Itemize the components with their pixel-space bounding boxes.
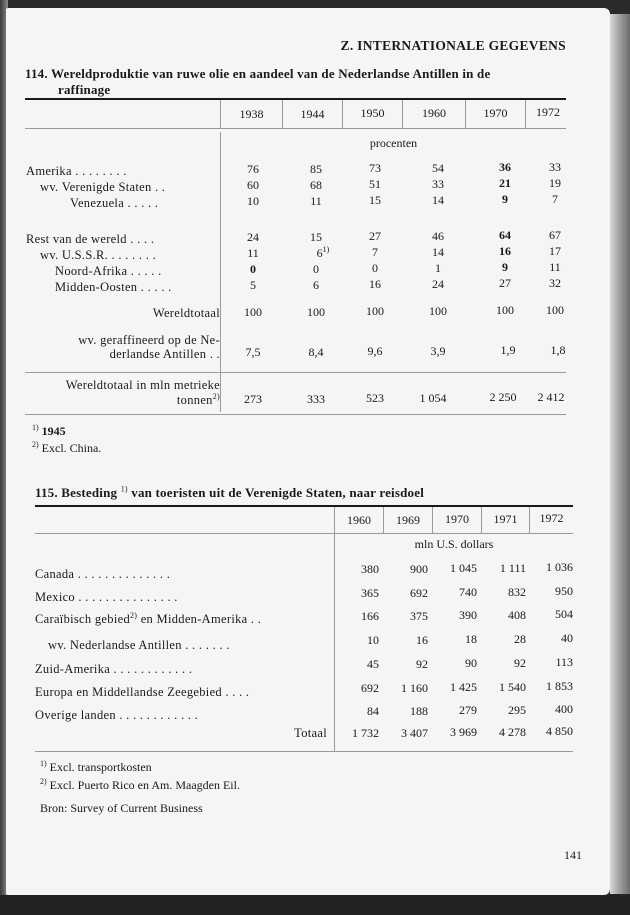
t114-cell: 85 [310,162,322,176]
t115-col-header: 1971 [493,512,518,526]
t114-cell: 0 [313,262,319,276]
t114-cell: 54 [432,161,444,175]
t115-col-header: 1960 [347,513,371,527]
table114-title-line2: raffinage [58,82,111,97]
t115-cell: 504 [555,607,573,621]
t115-cell: 365 [361,586,379,600]
t114-row-label-total: Wereldtotaal [152,306,220,320]
t115-cell: 1 045 [450,561,477,575]
t115-row-label: Zuid-Amerika . . . . . . . . . . . . [35,662,193,676]
t115-row-label-total: Totaal [294,726,327,740]
t115-cell: 166 [361,609,379,623]
t114-cell: 100 [496,303,514,317]
t115-cell: 3 407 [401,726,428,740]
t115-cell: 1 425 [450,680,477,694]
t114-cell: 14 [432,245,444,259]
t115-cell: 950 [555,584,573,598]
table115-title [35,485,424,501]
t114-cell: 16 [369,277,381,291]
t114-cell: 27 [369,229,381,243]
t114-cell: 1 [435,261,441,275]
t115-row-label: Mexico . . . . . . . . . . . . . . . [35,590,178,604]
t115-footnote [40,760,152,775]
t114-row-label: Rest van de wereld . . . . [26,232,155,246]
t114-cell: 1 054 [419,391,447,405]
t115-cell: 1 853 [546,679,573,693]
t115-cell: 1 540 [499,680,526,694]
t114-cell: 67 [549,228,561,242]
t114-cell: 8,4 [308,345,324,359]
t114-cell: 11 [247,246,259,260]
footnote-mark: 1) [322,245,330,254]
t115-cell: 295 [508,703,526,717]
t114-row-label: wv. U.S.S.R. . . . . . . . [40,248,157,262]
t114-cell: 24 [247,230,259,244]
t114-cell: 100 [244,305,262,319]
t114-cell: 6 [313,278,319,292]
t114-cell: 3,9 [430,344,446,358]
title-text: van toeristen uit de Verenigde Staten, naar reisdoel [131,485,425,500]
footnote-mark: 1) [120,484,128,494]
t114-cell: 100 [307,305,325,319]
t114-cell: 24 [432,277,444,291]
t114-cell: 60 [247,178,259,192]
t114-cell: 5 [250,278,256,292]
t114-stub-sep [220,376,221,412]
t114-cell: 73 [369,161,381,175]
t114-cell: 10 [247,194,259,208]
t114-footnote [32,441,101,456]
t114-cell: 1,8 [550,343,566,357]
footnote-mark: 2) [130,610,138,620]
footnote-mark: 2) [212,391,220,401]
t114-cell: 7,5 [245,345,261,359]
t115-cell: 4 850 [546,724,573,738]
t115-cell: 400 [555,702,573,716]
t114-cell: 19 [549,176,561,190]
t114-cell: 9 [502,260,508,274]
t115-cell: 390 [459,608,477,622]
section-header: Z. INTERNATIONALE GEGEVENS [340,38,566,53]
t114-col-header: 1938 [239,107,264,121]
t115-cell: 28 [514,632,526,646]
t114-cell: 100 [366,304,384,318]
t115-cell: 279 [459,703,477,717]
t115-row-label [35,612,261,627]
t115-cell: 900 [410,562,428,576]
t115-cell: 92 [514,656,526,670]
t114-cell: 14 [432,193,444,207]
t114-col-header: 1960 [422,106,446,120]
t114-cell: 46 [432,229,444,243]
t114-row-label-line1: wv. geraffineerd op de Ne- [78,333,220,347]
t114-cell: 273 [244,392,262,406]
page-number: 141 [564,848,582,862]
t114-row-label: Midden-Oosten . . . . . [55,280,172,294]
t115-footnote [40,778,240,793]
t114-row-label-line1: Wereldtotaal in mln metrieke [65,378,220,392]
t115-cell: 1 036 [546,560,573,574]
t114-cell: 33 [432,177,444,191]
t114-total-rule [25,372,566,373]
t115-cell: 740 [459,585,477,599]
t114-header-rule [25,128,566,129]
t114-cell: 11 [549,260,561,274]
t114-row-label: Venezuela . . . . . [70,196,159,210]
t115-cell: 45 [367,657,379,671]
t114-row-label: wv. Verenigde Staten . . [40,180,166,194]
t115-cell: 40 [561,631,573,645]
t115-cell: 3 969 [450,725,477,739]
t115-row-label: wv. Nederlandse Antillen . . . . . . . [48,638,230,652]
t115-cell: 188 [410,704,428,718]
t115-col-header: 1969 [396,513,420,527]
t114-cell: 32 [549,276,561,290]
footnote-mark: 1) [32,423,39,432]
t114-cell: 9,6 [367,344,383,358]
t115-row-label: Overige landen . . . . . . . . . . . . [35,708,199,722]
t114-cell: 2 412 [537,390,565,404]
label-text: tonnen [176,393,213,407]
t114-bottom-rule [25,414,566,415]
t114-cell: 64 [499,228,511,242]
t114-row-label-line2 [177,393,220,408]
t115-cell: 84 [367,704,379,718]
t115-cell: 380 [361,562,379,576]
t115-cell: 1 160 [401,681,428,695]
t114-cell: 76 [247,162,259,176]
page-stack-edge [610,14,630,894]
t115-cell: 692 [410,586,428,600]
t114-cell-value: 6 [316,246,323,260]
source-note: Bron: Survey of Current Business [40,801,203,815]
table114-title-line1: 114. Wereldproduktie van ruwe olie en aandeel van de Nederlandse Antillen in de [25,66,491,81]
t114-cell: 68 [310,178,322,192]
t114-stub-sep [220,132,221,381]
t115-cell: 408 [508,608,526,622]
t114-row-label-line2: derlandse Antillen . . [109,347,220,361]
t115-cell: 10 [367,633,379,647]
table115-top-rule [35,505,573,507]
t115-row-label: Europa en Middellandse Zeegebied . . . . [35,685,250,699]
t114-cell: 0 [372,261,378,275]
t115-col-header: 1972 [539,511,564,525]
footnote-text: Excl. China. [41,441,102,455]
t114-cell: 9 [502,192,508,206]
table114-top-rule [25,98,566,100]
label-text: en Midden-Amerika . . [140,612,262,626]
t115-cell: 18 [465,632,477,646]
t115-cell: 692 [361,681,379,695]
t114-cell: 33 [549,160,561,174]
t114-cell-footnoted [303,246,343,261]
t114-cell: 100 [546,303,564,317]
t114-cell: 2 250 [489,390,517,404]
t114-cell: 16 [499,244,511,258]
label-text: Caraïbisch gebied [35,612,130,626]
t114-unit: procenten [369,136,418,150]
title-text: 115. Besteding [35,485,118,500]
t114-col-header: 1972 [536,105,560,119]
t114-cell: 27 [499,276,511,290]
t114-cell: 36 [499,160,511,174]
t114-cell: 11 [310,194,322,208]
t114-row-label: Amerika . . . . . . . . [26,164,127,178]
t115-cell: 4 278 [499,725,526,739]
t115-header-rule [35,533,573,534]
t114-cell: 15 [369,193,381,207]
t114-cell: 7 [552,192,558,206]
t114-cell: 51 [369,177,381,191]
footnote-text: Excl. Puerto Rico en Am. Maagden Eil. [49,778,240,792]
t115-cell: 90 [465,656,477,670]
t115-cell: 1 111 [499,561,526,575]
t114-cell: 17 [549,244,561,258]
t115-cell: 16 [416,633,428,647]
footnote-mark: 2) [40,777,47,786]
t114-col-header: 1944 [300,107,325,121]
t114-cell: 333 [307,392,325,406]
t114-cell: 1,9 [500,343,516,357]
t114-cell: 0 [250,262,256,276]
t114-cell: 100 [429,304,447,318]
t114-col-header: 1970 [483,106,508,120]
footnote-text: Excl. transportkosten [49,760,152,774]
scan-background [0,895,630,915]
t115-bottom-rule [35,751,573,752]
t114-col-header: 1950 [360,106,385,120]
t115-cell: 375 [410,609,428,623]
t115-cell: 1 732 [352,726,379,740]
t114-cell: 523 [366,391,384,405]
t114-footnote [32,424,66,439]
t115-row-label: Canada . . . . . . . . . . . . . . [35,567,171,581]
t114-row-label: Noord-Afrika . . . . . [55,264,162,278]
t114-cell: 21 [499,176,511,190]
t115-col-header: 1970 [445,512,469,526]
footnote-text: 1945 [41,424,66,438]
t115-unit: mln U.S. dollars [414,537,494,551]
t115-cell: 113 [555,655,573,669]
t115-cell: 832 [508,585,526,599]
t114-cell: 15 [310,230,322,244]
footnote-mark: 1) [40,759,47,768]
t114-cell: 7 [372,245,378,259]
footnote-mark: 2) [32,440,39,449]
t115-cell: 92 [416,657,428,671]
